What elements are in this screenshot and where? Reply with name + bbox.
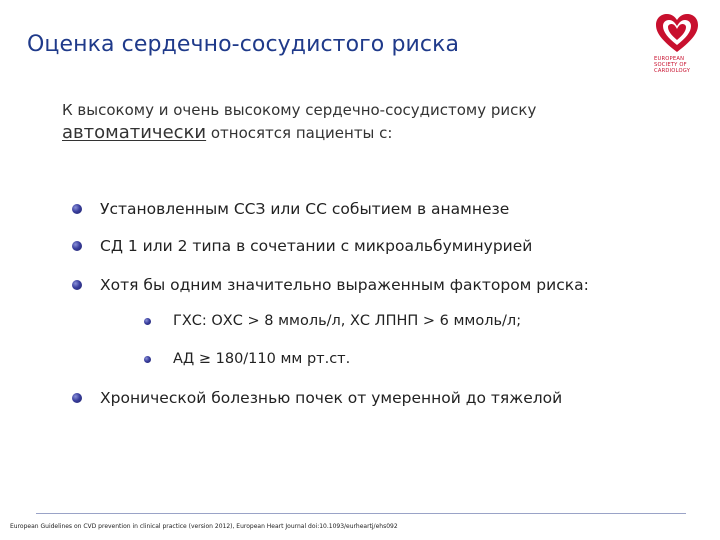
footer-citation: European Guidelines on CVD prevention in clinical practice (version 2012), European Heart Journal doi:10.1093/eurheartj/ehs092 [10,523,398,530]
sub-bullet-item [144,313,521,329]
bullet-item [72,237,532,255]
esc-logo [650,12,710,75]
bullet-item [72,276,589,294]
sub-bullet-dot-icon [144,318,151,325]
sub-bullet-dot-icon [144,356,151,363]
bullet-text: СД 1 или 2 типа в сочетании с микроальбуминурией [100,237,533,255]
intro-text [62,101,536,143]
intro-emphasis: автоматически [62,122,207,143]
bullet-item [72,389,562,407]
bullet-text: Хронической болезнью почек от умеренной до тяжелой [100,389,563,407]
logo-text-line3: CARDIOLOGY [654,68,691,75]
intro-line-2-rest: относятся пациенты с: [206,124,393,142]
sub-bullet-text: ГХС: ОХС > 8 ммоль/л, ХС ЛПНП > 6 ммоль/л; [173,313,522,329]
sub-bullet-text: АД ≥ 180/110 мм рт.ст. [173,351,351,367]
heart-icon [654,12,700,54]
bullet-dot-icon [72,241,82,251]
logo-text-line1: EUROPEAN [654,56,685,62]
intro-line-1: К высокому и очень высокому сердечно-сосудистому риску [62,101,537,119]
footer-divider [36,513,686,514]
bullet-dot-icon [72,393,82,403]
sub-bullet-item [144,351,350,367]
bullet-dot-icon [72,280,82,290]
bullet-text: Хотя бы одним значительно выраженным фактором риска: [100,276,589,294]
logo-text-line2: SOCIETY OF [654,62,687,69]
slide-title: Оценка сердечно-сосудистого риска [27,32,460,57]
intro-line-2 [62,122,536,143]
bullet-item [72,200,509,218]
bullet-dot-icon [72,204,82,214]
bullet-text: Установленным ССЗ или СС событием в анамнезе [100,200,510,218]
